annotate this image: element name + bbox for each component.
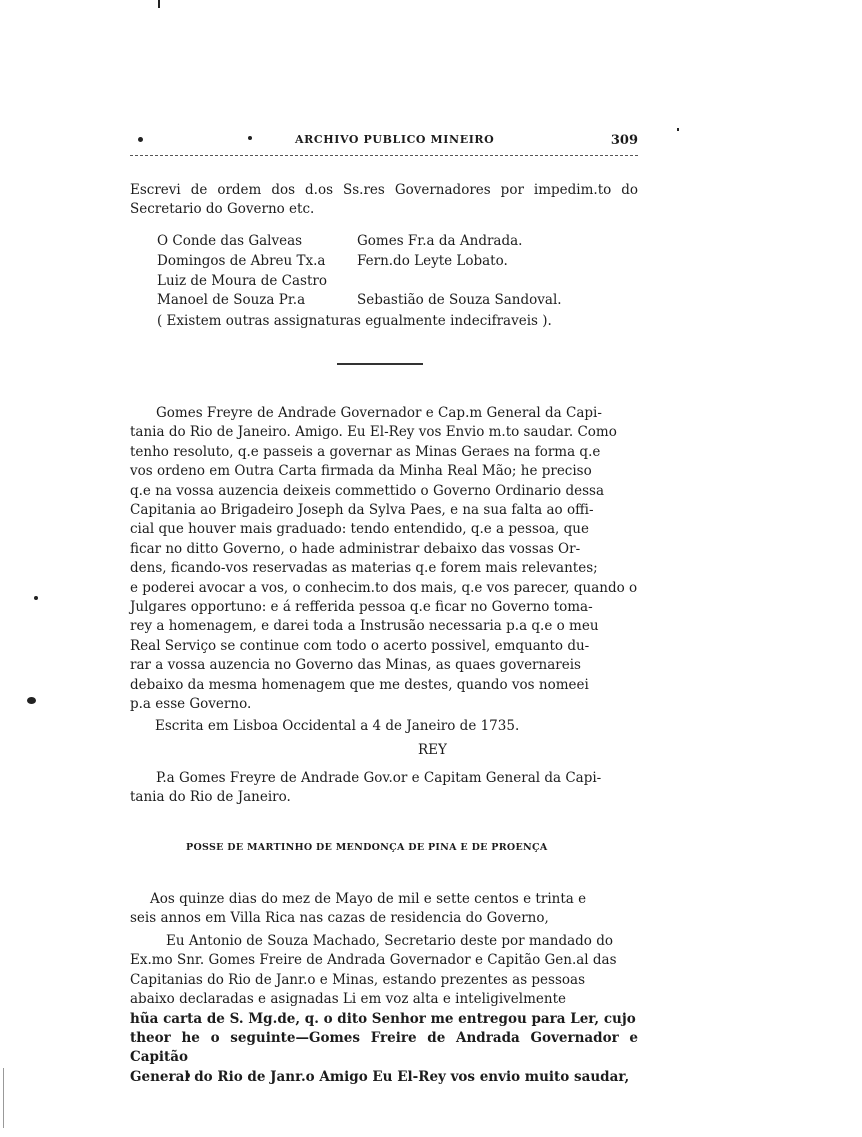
signature-left: Luiz de Moura de Castro [157,272,327,289]
header-title: ARCHIVO PUBLICO MINEIRO [295,133,495,146]
signature-right: Gomes Fr.a da Andrada. [357,233,523,249]
signature-row [157,252,617,272]
scan-mark-left-2 [27,697,36,704]
letter-address [130,769,638,808]
scan-mark-top [158,0,160,8]
letter-line: rey a homenagem, e darei toda a Instrusão necessaria p.a q.e o meu [130,618,599,635]
address-line: P.a Gomes Freyre de Andrade Gov.or e Capitam General da Capi- [156,770,602,786]
scan-mark-right [677,128,679,131]
address-line: tania do Rio de Janeiro. [130,789,291,806]
paragraph-line: Ex.mo Snr. Gomes Freire de Andrada Governador e Capitão Gen.al das [130,952,617,969]
letter-line: e poderei avocar a vos, o conhecim.to dos mais, q.e vos parecer, quando o [130,579,638,596]
signature-right: Fern.do Leyte Lobato. [357,252,508,269]
letter-line: Real Serviço se continue com todo o acerto possivel, emquanto du- [130,637,590,654]
paragraph-line: abaixo declaradas e asignadas Li em voz alta e inteligivelmente [130,991,567,1008]
signature-right [357,272,617,292]
posse-paragraph-2 [130,932,638,1087]
letter-signature: REY [418,742,447,758]
scan-mark-left-edge [3,1068,4,1128]
letter-line: debaixo da mesma homenagem que me destes, quando vos nomeei [130,676,589,693]
posse-paragraph-1 [130,890,638,929]
paragraph-line: theor he o seguinte—Gomes Freire de Andrada Governador e Capitão [130,1030,638,1066]
paragraph-line: General do Rio de Janr.o Amigo Eu El-Rey vos envio muito saudar, [130,1068,630,1085]
paragraph-line: hũa carta de S. Mg.de, q. o dito Senhor me entregou para Ler, cujo [130,1010,636,1027]
scan-mark-left-1 [34,596,38,600]
letter-line: tania do Rio de Janeiro. Amigo. Eu El-Rey vos Envio m.to saudar. Como [130,424,617,441]
letter-line: ficar no ditto Governo, o hade administrar debaixo das vossas Or- [130,540,581,557]
letter-line: Gomes Freyre de Andrade Governador e Cap.m General da Capi- [156,405,602,421]
paragraph-line: Capitanias do Rio de Janr.o e Minas, estando prezentes as pessoas [130,971,586,988]
signature-row [157,272,617,292]
intro-paragraph: Escrevi de ordem dos d.os Ss.res Governadores por impedim.to do Secretario do Governo etc. [130,182,638,218]
signature-right: Sebastião de Souza Sandoval. [357,292,562,309]
letter-line: dens, ficando-vos reservadas as materias q.e forem mais relevantes; [130,560,598,577]
letter-line: Capitania ao Brigadeiro Joseph da Sylva Paes, e na sua falta ao offi- [130,502,594,519]
letter-line: vos ordeno em Outra Carta firmada da Minha Real Mão; he preciso [130,463,592,480]
signature-left: O Conde das Galveas [157,233,303,249]
signature-left: Manoel de Souza Pr.a [157,292,306,309]
letter-line: p.a esse Governo. [130,696,252,713]
letter-line: cial que houver mais graduado: tendo entendido, q.e a pessoa, que [130,521,589,538]
header-bullet-mid [248,136,252,140]
signatures-note: ( Existem outras assignaturas egualmente indecifraveis ). [157,313,552,329]
section-separator [337,363,423,365]
signature-row [157,291,617,311]
section-title: POSSE DE MARTINHO DE MENDONÇA DE PINA E DE PROENÇA [186,842,548,853]
paragraph-line: seis annos em Villa Rica nas cazas de residencia do Governo, [130,910,549,927]
letter-line: rar a vossa auzencia no Governo das Minas, as quaes governareis [130,657,581,674]
letter-line: Julgares opportuno: e á refferida pessoa q.e ficar no Governo toma- [130,599,593,616]
page-number: 309 [610,133,638,148]
signature-row [157,232,617,252]
running-header [130,133,638,157]
paragraph-line: Eu Antonio de Souza Machado, Secretario deste por mandado do [166,933,613,949]
paragraph-line: Aos quinze dias do mez de Mayo de mil e sette centos e trinta e [150,891,587,907]
letter-line: q.e na vossa auzencia deixeis commettido o Governo Ordinario dessa [130,482,605,499]
signature-block [157,232,617,311]
letter-date: Escrita em Lisboa Occidental a 4 de Janeiro de 1735. [155,718,520,734]
header-bullet-left [138,137,143,142]
signature-left: Domingos de Abreu Tx.a [157,252,326,269]
header-rule [130,155,638,156]
royal-letter [130,404,638,715]
letter-line: tenho resoluto, q.e passeis a governar as Minas Geraes na forma q.e [130,443,601,460]
